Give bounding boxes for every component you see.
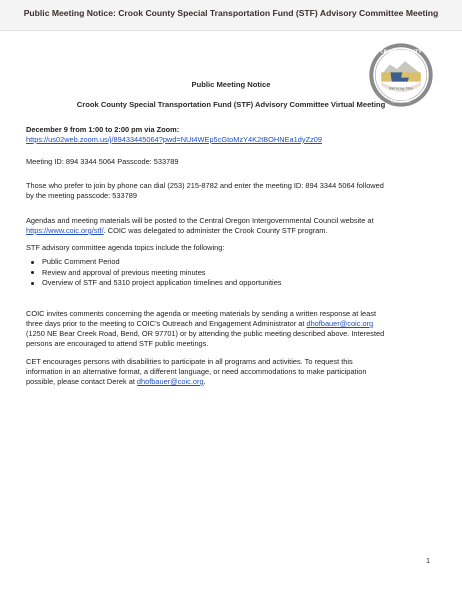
phone-line-1: Those who prefer to join by phone can dial (253) 215-8782 and enter the meeting ID: 894 3344 5064 followed	[26, 181, 384, 190]
list-item	[26, 268, 438, 279]
meeting-date-line: December 9 from 1:00 to 2:00 pm via Zoom:	[26, 125, 180, 134]
running-title: Public Meeting Notice: Crook County Special Transportation Fund (STF) Advisory Committee Meeting	[23, 8, 439, 18]
coic-stf-link[interactable]: https://www.coic.org/stf/	[26, 226, 104, 235]
accessibility-line-2: information in an alternative format, a different language, or need accommodations to make participation	[26, 367, 367, 376]
comments-line-2	[26, 319, 438, 329]
seal-est-text: EST. 1882	[391, 98, 411, 104]
phone-line-2: by the meeting passcode: 533789	[26, 191, 137, 200]
seal-motto: Serving You	[389, 85, 413, 91]
meeting-id-line: Meeting ID: 894 3344 5064 Passcode: 533789	[26, 157, 179, 166]
topics-intro: STF advisory committee agenda topics include the following:	[26, 243, 225, 252]
comments-line-3: (1250 NE Bear Creek Road, Bend, OR 97701) or by attending the public meeting described above. Interested	[26, 329, 385, 338]
bullet-icon	[31, 282, 34, 285]
page-number: 1	[426, 556, 431, 565]
accessibility-email-link[interactable]: dhofbauer@coic.org	[136, 377, 204, 386]
bullet-icon	[31, 261, 34, 264]
agenda-materials-line-2	[26, 226, 438, 236]
list-item	[26, 278, 438, 289]
accessibility-line-3-text: possible, please contact Derek at	[26, 377, 137, 386]
accessibility-line-3-end: .	[203, 377, 206, 386]
comments-line-1: COIC invites comments concerning the agenda or meeting materials by sending a written response at least	[26, 309, 377, 318]
list-item-text: Public Comment Period	[42, 257, 120, 266]
comments-line-4: persons are encouraged to attend STF public meetings.	[26, 339, 209, 348]
bullet-icon	[31, 271, 34, 274]
agenda-materials-line-1: Agendas and meeting materials will be posted to the Central Oregon Intergovernmental Council website at	[26, 216, 374, 225]
crook-county-seal-logo	[368, 42, 434, 108]
list-item	[26, 257, 438, 268]
list-item-text: Review and approval of previous meeting minutes	[42, 267, 206, 277]
seal-top-text: CROOK COUNTY	[380, 50, 422, 56]
list-item-text: Overview of STF and 5310 project application timelines and opportunities	[42, 278, 282, 287]
agenda-topics-list	[26, 257, 438, 289]
comments-line-2-text: three days prior to the meeting to COIC’s Outreach and Engagement Administrator at	[26, 319, 307, 328]
notice-subtitle: Crook County Special Transportation Fund (STF) Advisory Committee Virtual Meeting	[76, 100, 386, 109]
accessibility-line-3	[26, 377, 438, 387]
comments-email-link[interactable]: dhofbauer@coic.org	[306, 319, 374, 328]
agenda-materials-line-2-text: . COIC was delegated to administer the Crook County STF program.	[103, 226, 328, 235]
notice-title: Public Meeting Notice	[191, 80, 271, 89]
accessibility-line-1: CET encourages persons with disabilities to participate in all programs and activities. To request this	[26, 357, 353, 366]
zoom-link[interactable]: https://us02web.zoom.us/j/89433445064?pwd=NUt4WEp5cGtoMzY4K2tBOHNEa1dyZz09	[26, 135, 322, 144]
